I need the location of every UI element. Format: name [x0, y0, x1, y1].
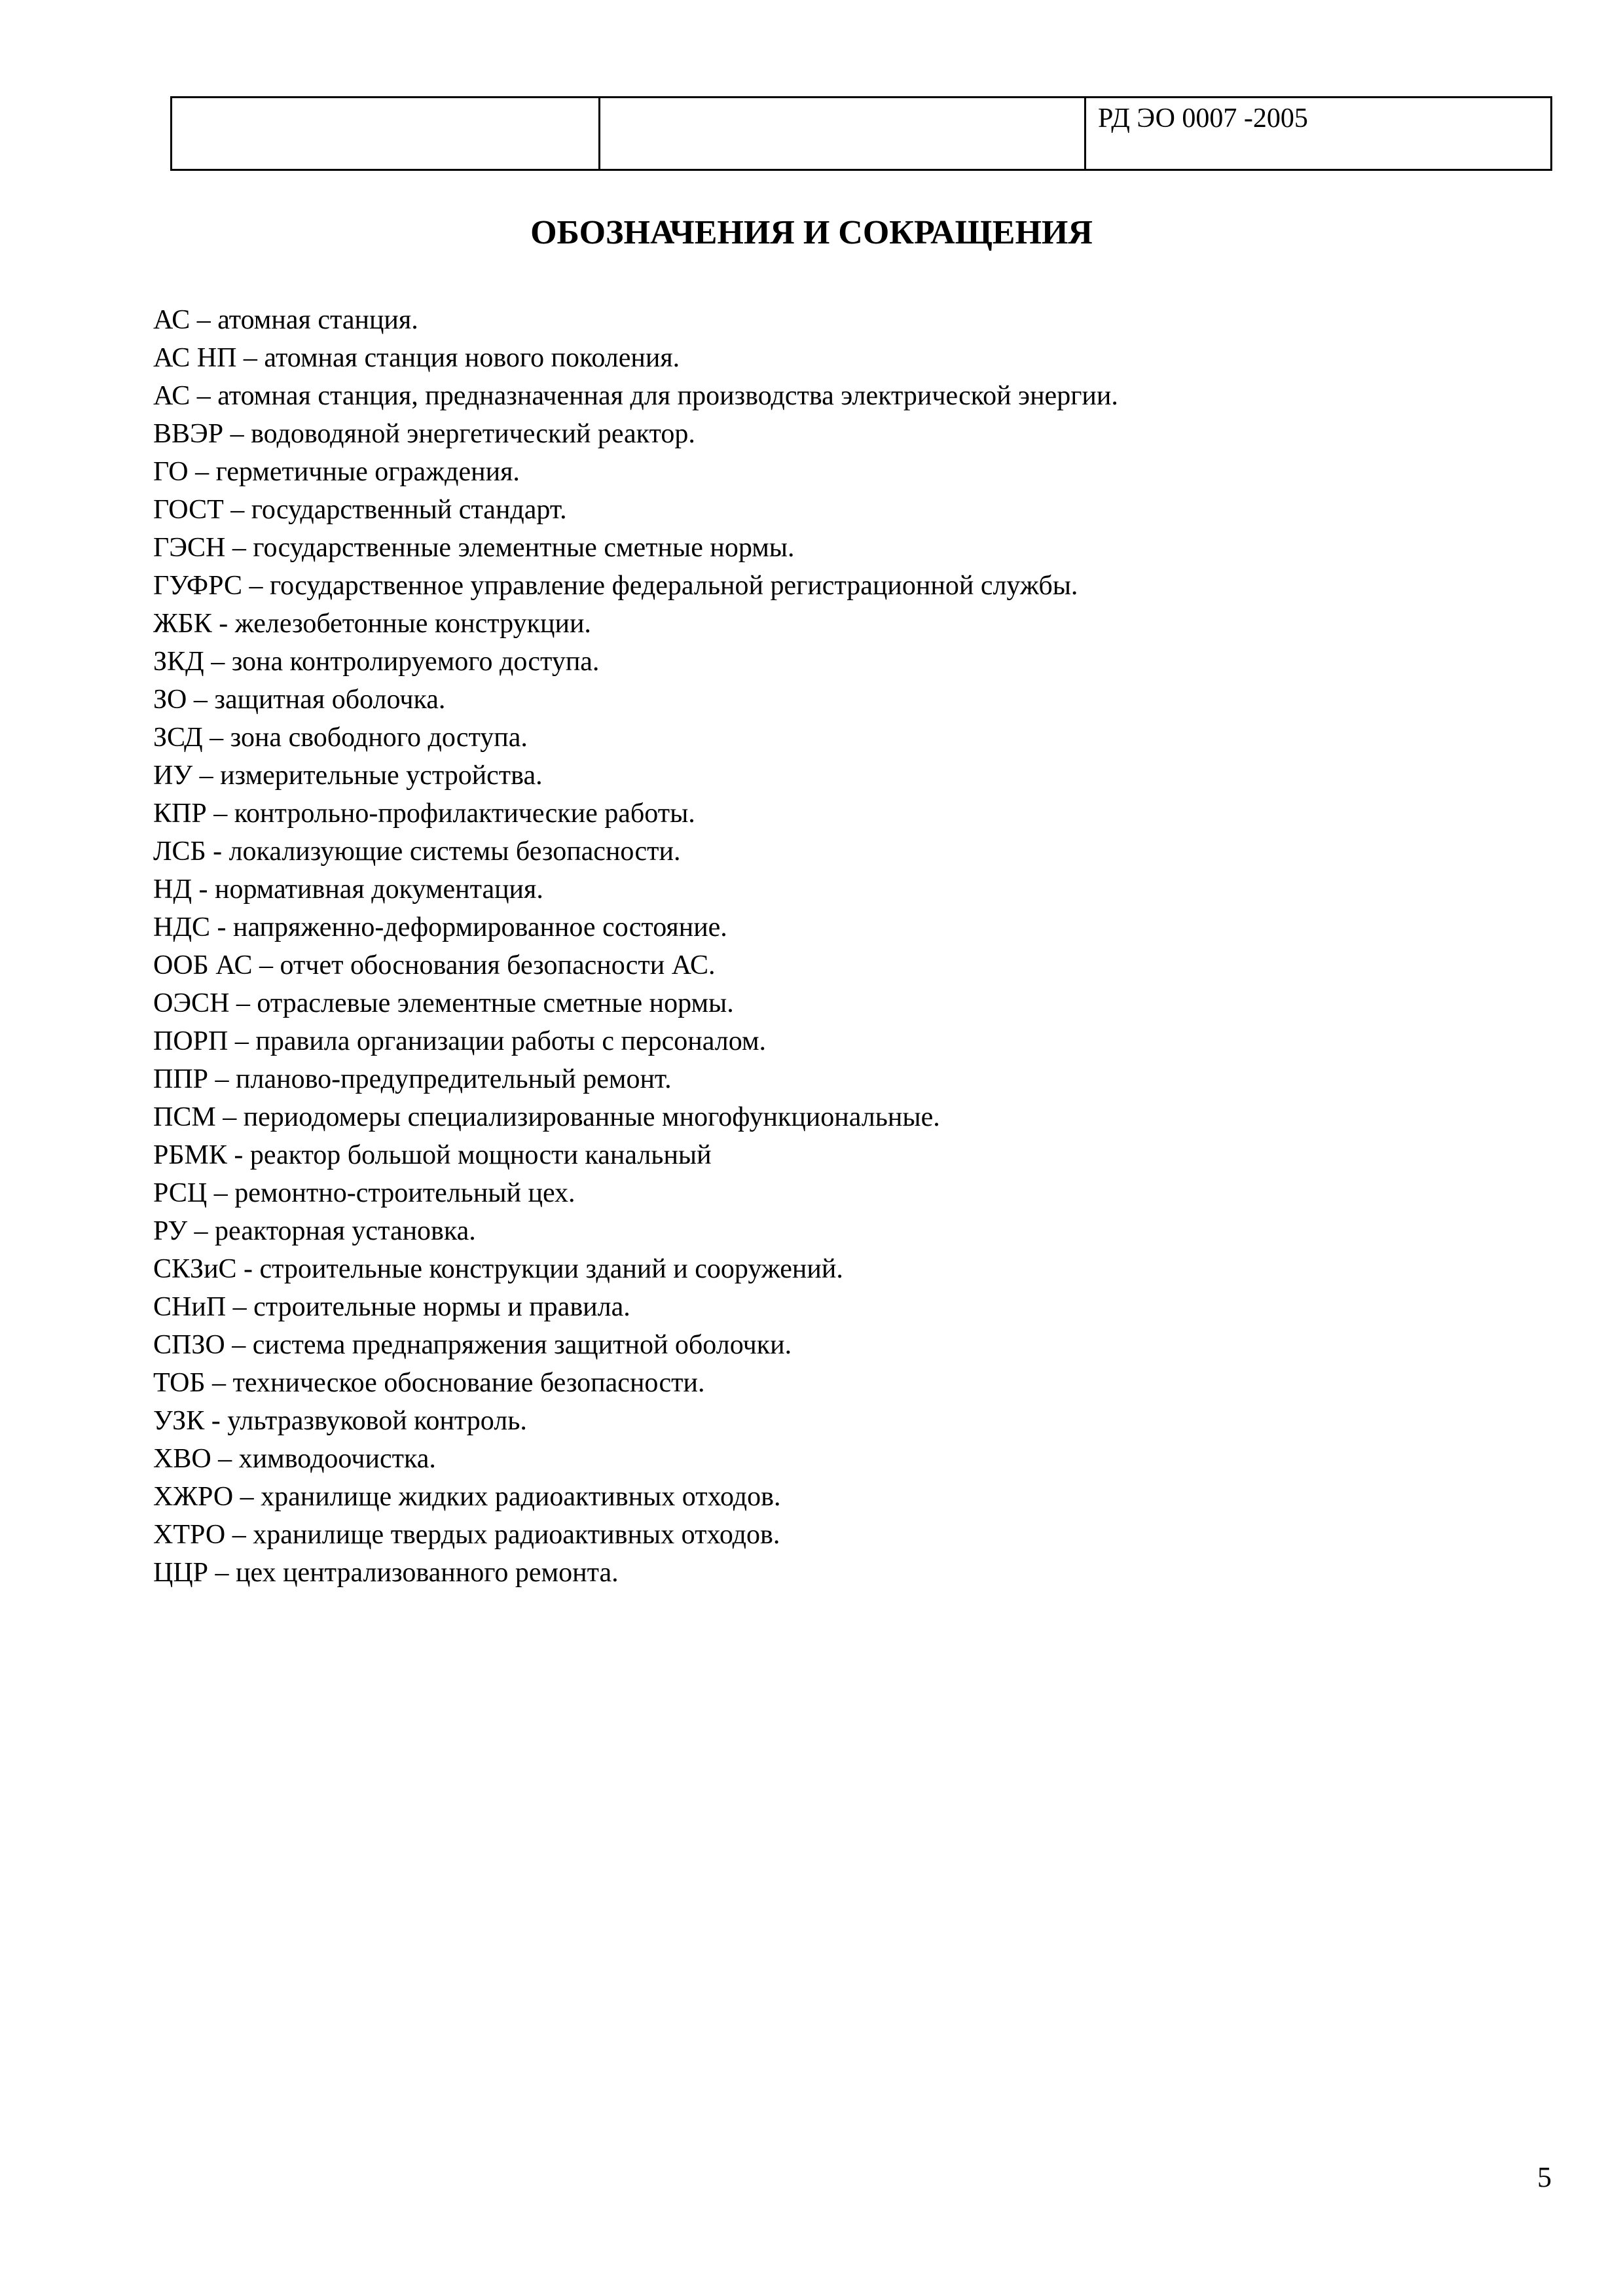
abbreviation-item: ТОБ – техническое обоснование безопасности. [153, 1368, 705, 1398]
abbreviation-item: РБМК - реактор большой мощности канальный [153, 1140, 712, 1170]
abbreviation-item: АС – атомная станция. [153, 305, 418, 335]
abbreviation-item: ООБ АС – отчет обоснования безопасности АС. [153, 950, 716, 980]
abbreviation-item: ИУ – измерительные устройства. [153, 761, 543, 791]
header-table [170, 96, 1552, 171]
abbreviation-item: УЗК - ультразвуковой контроль. [153, 1406, 527, 1436]
abbreviation-item: РСЦ – ремонтно-строительный цех. [153, 1178, 575, 1208]
abbreviation-item: ПСМ – периодомеры специализированные многофункциональные. [153, 1102, 940, 1132]
abbreviation-item: ПОРП – правила организации работы с персоналом. [153, 1026, 767, 1056]
abbreviation-item: ОЭСН – отраслевые элементные сметные нормы. [153, 988, 734, 1018]
abbreviation-item: ЛСБ - локализующие системы безопасности. [153, 836, 681, 867]
abbreviation-item: НДС - напряженно-деформированное состояние. [153, 912, 727, 942]
abbreviation-item: ГО – герметичные ограждения. [153, 457, 520, 487]
abbreviation-item: ГЭСН – государственные элементные сметные нормы. [153, 533, 795, 563]
abbreviation-item: ЗСД – зона свободного доступа. [153, 723, 528, 753]
abbreviation-item: ГУФРС – государственное управление федеральной регистрационной службы. [153, 571, 1078, 601]
abbreviation-item: ЖБК - железобетонные конструкции. [153, 609, 591, 639]
header-cell-empty-1 [172, 98, 600, 170]
abbreviation-item: РУ – реакторная установка. [153, 1216, 476, 1246]
abbreviation-item: ЦЦР – цех централизованного ремонта. [153, 1558, 619, 1588]
abbreviation-item: НД - нормативная документация. [153, 874, 543, 905]
abbreviation-item: СНиП – строительные нормы и правила. [153, 1292, 630, 1322]
abbreviation-item: ХЖРО – хранилище жидких радиоактивных отходов. [153, 1482, 781, 1512]
abbreviation-item: ХТРО – хранилище твердых радиоактивных отходов. [153, 1520, 780, 1550]
header-row [172, 98, 1552, 170]
abbreviation-item: СПЗО – система преднапряжения защитной оболочки. [153, 1330, 792, 1360]
abbreviation-item: ХВО – химводоочистка. [153, 1444, 436, 1474]
abbreviation-item: КПР – контрольно-профилактические работы. [153, 798, 695, 829]
abbreviation-item: ППР – планово-предупредительный ремонт. [153, 1064, 672, 1094]
document-code: РД ЭО 0007 -2005 [1098, 103, 1308, 134]
abbreviation-item: СКЗиС - строительные конструкции зданий и сооружений. [153, 1254, 843, 1284]
abbreviation-item: АС НП – атомная станция нового поколения. [153, 343, 680, 373]
abbreviation-item: ВВЭР – водоводяной энергетический реактор. [153, 419, 695, 449]
header-cell-empty-2 [600, 98, 1085, 170]
abbreviation-item: АС – атомная станция, предназначенная для производства электрической энергии. [153, 381, 1118, 411]
abbreviation-item: ЗКД – зона контролируемого доступа. [153, 647, 600, 677]
abbreviation-list [153, 301, 1118, 1592]
header-cell-doc-code [1085, 98, 1552, 170]
section-title: ОБОЗНАЧЕНИЯ И СОКРАЩЕНИЯ [530, 214, 1093, 251]
abbreviation-item: ГОСТ – государственный стандарт. [153, 495, 567, 525]
abbreviation-item: ЗО – защитная оболочка. [153, 685, 446, 715]
page-number: 5 [1537, 2161, 1552, 2193]
